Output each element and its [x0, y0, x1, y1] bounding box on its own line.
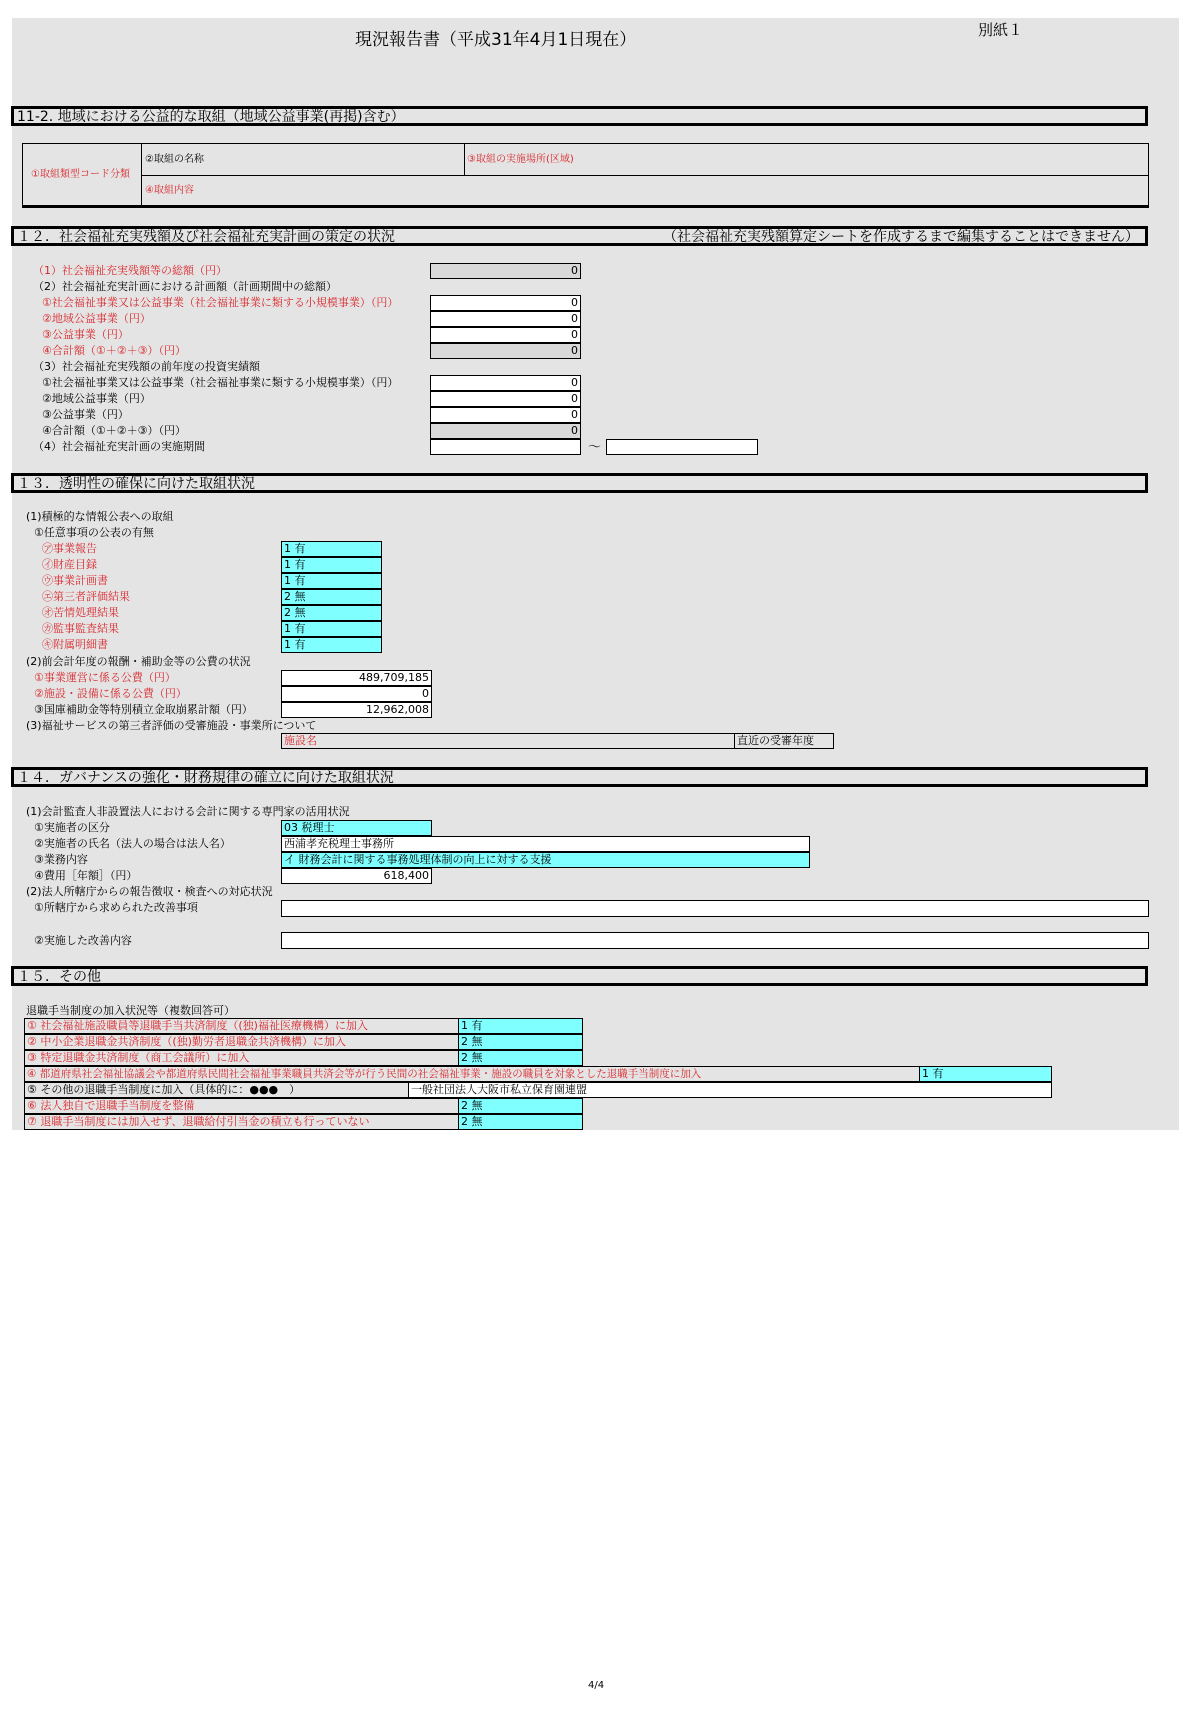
implemented-improvements-field[interactable]: [281, 932, 1149, 949]
invest-social-welfare-label: ①社会福祉事業又は公益事業（社会福祉事業に類する小規模事業）（円）: [42, 376, 399, 389]
plan-period-start-field[interactable]: [430, 439, 581, 455]
surplus-total-field[interactable]: 0: [430, 263, 581, 279]
page-title: 現況報告書（平成31年4月1日現在）: [355, 30, 637, 50]
retirement-row-label: ② 中小企業退職金共済制度（(独)勤労者退職金共済機構）に加入: [24, 1034, 459, 1050]
invest-public-interest-label: ③公益事業（円）: [42, 408, 129, 421]
section-12-heading: １２．社会福祉充実残額及び社会福祉充実計画の策定の状況: [17, 229, 395, 245]
col-activity-location: ③取組の実施場所(区域): [467, 154, 574, 165]
disclosure-select-third-party[interactable]: 2 無: [281, 589, 382, 605]
retirement-row-select[interactable]: 2 無: [458, 1034, 583, 1050]
investment-heading: （3）社会福祉充実残額の前年度の投資実績額: [33, 360, 260, 373]
plan-period-label: （4）社会福祉充実計画の実施期間: [33, 440, 205, 453]
requested-improvements-field[interactable]: [281, 900, 1149, 917]
fund-facility-field[interactable]: 0: [281, 686, 432, 702]
disclosure-label-business-plan: ㋒事業計画書: [42, 574, 108, 587]
fund-facility-label: ②施設・設備に係る公費（円）: [34, 687, 187, 700]
facility-name-header: 施設名: [281, 733, 735, 749]
info-disclosure-heading: (1)積極的な情報公表への取組: [26, 510, 174, 523]
plan-period-end-field[interactable]: [606, 439, 758, 455]
accounting-expert-heading: (1)会計監査人非設置法人における会計に関する専門家の活用状況: [26, 805, 350, 818]
section-11-title: 11-2. 地域における公益的な取組（地域公益事業(再掲)含む）: [11, 106, 1148, 126]
invest-total-field[interactable]: 0: [430, 423, 581, 439]
service-content-select[interactable]: イ 財務会計に関する事務処理体制の向上に対する支援: [281, 852, 810, 868]
section-14-title: １４．ガバナンスの強化・財務規律の確立に向けた取組状況: [11, 767, 1148, 787]
section-13-title: １３．透明性の確保に向けた取組状況: [11, 473, 1148, 493]
invest-total-label: ④合計額（①＋②＋③）（円）: [42, 424, 186, 437]
service-content-label: ③業務内容: [34, 853, 88, 866]
retirement-row-label: ⑦ 退職手当制度には加入せず、退職給付引当金の積立も行っていない: [24, 1114, 459, 1130]
period-tilde: ～: [588, 440, 602, 455]
retirement-row-label: ① 社会福祉施設職員等退職手当共済制度（(独)福祉医療機構）に加入: [24, 1018, 459, 1034]
disclosure-label-complaints: ㋔苦情処理結果: [42, 606, 119, 619]
section-12-note: （社会福祉充実残額算定シートを作成するまで編集することはできません）: [663, 229, 1139, 245]
plan-regional-label: ②地域公益事業（円）: [42, 312, 151, 325]
disclosure-select-audit[interactable]: 1 有: [281, 621, 382, 637]
fund-operation-field[interactable]: 489,709,185: [281, 670, 432, 686]
plan-social-welfare-label: ①社会福祉事業又は公益事業（社会福祉事業に類する小規模事業）（円）: [42, 296, 399, 309]
plan-total-field[interactable]: 0: [430, 343, 581, 359]
disclosure-label-third-party: ㋓第三者評価結果: [42, 590, 130, 603]
surplus-total-label: （1）社会福祉充実残額等の総額（円）: [33, 264, 227, 277]
implemented-improvements-label: ②実施した改善内容: [34, 934, 132, 947]
plan-amount-heading: （2）社会福祉充実計画における計画額（計画期間中の総額）: [33, 280, 337, 293]
retirement-row-label: ⑥ 法人独自で退職手当制度を整備: [24, 1098, 459, 1114]
review-year-header: 直近の受審年度: [734, 733, 834, 749]
retirement-row-select[interactable]: 2 無: [458, 1098, 583, 1114]
retirement-row-select[interactable]: 1 有: [919, 1066, 1052, 1082]
plan-public-interest-field[interactable]: 0: [430, 327, 581, 343]
implementer-name-field[interactable]: 西浦孝充税理士事務所: [281, 836, 810, 852]
annual-fee-label: ④費用［年額］（円）: [34, 869, 138, 882]
disclosure-select-business-plan[interactable]: 1 有: [281, 573, 382, 589]
requested-improvements-label: ①所轄庁から求められた改善事項: [34, 901, 198, 914]
retirement-row-select[interactable]: 1 有: [458, 1018, 583, 1034]
retirement-row-select[interactable]: 2 無: [458, 1114, 583, 1130]
col-activity-name: ②取組の名称: [145, 154, 204, 165]
disclosure-select-business-report[interactable]: 1 有: [281, 541, 382, 557]
invest-social-welfare-field[interactable]: 0: [430, 375, 581, 391]
inspection-response-heading: (2)法人所轄庁からの報告徴収・検査への対応状況: [26, 885, 273, 898]
retirement-row-select[interactable]: 2 無: [458, 1050, 583, 1066]
disclosure-label-audit: ㋕監事監査結果: [42, 622, 119, 635]
disclosure-label-schedules: ㋖附属明細書: [42, 638, 108, 651]
plan-social-welfare-field[interactable]: 0: [430, 295, 581, 311]
plan-regional-field[interactable]: 0: [430, 311, 581, 327]
annual-fee-field[interactable]: 618,400: [281, 868, 432, 884]
appendix-label: 別紙１: [978, 21, 1024, 39]
fund-subsidy-field[interactable]: 12,962,008: [281, 702, 432, 718]
page-number: 4/4: [588, 1680, 605, 1691]
retirement-other-field[interactable]: 一般社団法人大阪市私立保育園連盟: [408, 1082, 1052, 1098]
col-activity-content: ④取組内容: [145, 185, 194, 196]
invest-regional-label: ②地域公益事業（円）: [42, 392, 151, 405]
disclosure-label-asset-list: ㋑財産目録: [42, 558, 97, 571]
implementer-type-label: ①実施者の区分: [34, 821, 110, 834]
fund-subsidy-label: ③国庫補助金等特別積立金取崩累計額（円）: [34, 703, 253, 716]
invest-public-interest-field[interactable]: 0: [430, 407, 581, 423]
optional-disclosure-heading: ①任意事項の公表の有無: [34, 526, 154, 539]
section-15-title: １５．その他: [11, 966, 1148, 986]
fund-operation-label: ①事業運営に係る公費（円）: [34, 671, 176, 684]
third-party-eval-heading: (3)福祉サービスの第三者評価の受審施設・事業所について: [26, 719, 317, 732]
retirement-row-label: ⑤ その他の退職手当制度に加入（具体的に：●●● ）: [24, 1082, 409, 1098]
implementer-type-select[interactable]: 03 税理士: [281, 820, 432, 836]
disclosure-label-business-report: ㋐事業報告: [42, 542, 97, 555]
public-funds-heading: (2)前会計年度の報酬・補助金等の公費の状況: [26, 655, 251, 668]
invest-regional-field[interactable]: 0: [430, 391, 581, 407]
section-12-title: [11, 226, 1148, 246]
disclosure-select-complaints[interactable]: 2 無: [281, 605, 382, 621]
retirement-heading: 退職手当制度の加入状況等（複数回答可）: [26, 1004, 235, 1017]
disclosure-select-asset-list[interactable]: 1 有: [281, 557, 382, 573]
implementer-name-label: ②実施者の氏名（法人の場合は法人名）: [34, 837, 231, 850]
col-activity-code: ①取組類型コード分類: [31, 169, 130, 180]
plan-total-label: ④合計額（①＋②＋③）（円）: [42, 344, 186, 357]
disclosure-select-schedules[interactable]: 1 有: [281, 637, 382, 653]
plan-public-interest-label: ③公益事業（円）: [42, 328, 129, 341]
retirement-row-label: ④ 都道府県社会福祉協議会や都道府県民間社会福祉事業職員共済会等が行う民間の社会福祉事業・施設の職員を対象とした退職手当制度に加入: [24, 1066, 920, 1082]
section-11-table: [22, 143, 1149, 208]
retirement-row-label: ③ 特定退職金共済制度（商工会議所）に加入: [24, 1050, 459, 1066]
